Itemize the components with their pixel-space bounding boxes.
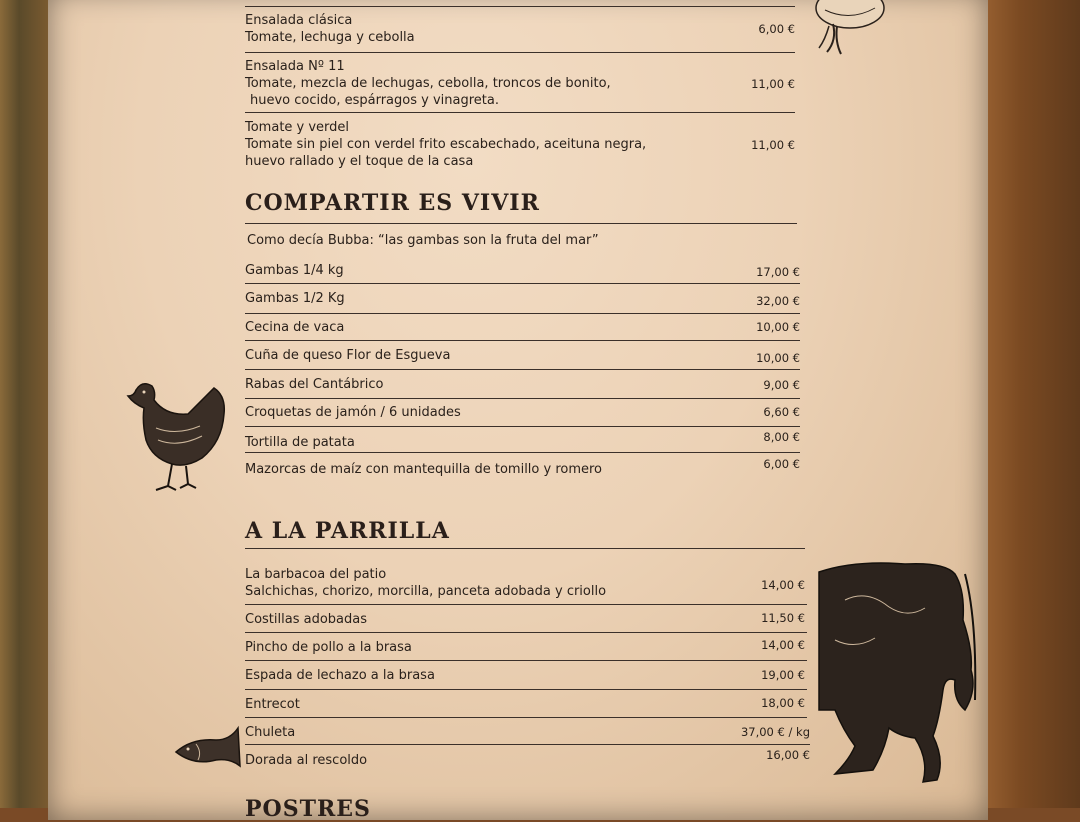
fish-icon (172, 722, 244, 774)
price: 32,00 € (756, 294, 800, 308)
price: 9,00 € (763, 378, 800, 392)
price: 11,50 € (761, 611, 805, 625)
divider (245, 744, 810, 745)
price: 8,00 € (763, 430, 800, 444)
price: 10,00 € (756, 351, 800, 365)
price: 18,00 € (761, 696, 805, 710)
price: 11,00 € (751, 77, 795, 91)
price: 17,00 € (756, 265, 800, 279)
price: 11,00 € (751, 138, 795, 152)
divider (245, 398, 800, 399)
menu-item-barbacoa: La barbacoa del patio Salchichas, chorizo, morcilla, panceta adobada y criollo (245, 567, 607, 599)
divider (245, 717, 807, 718)
price: 37,00 € / kg (740, 725, 810, 739)
menu-item: Rabas del Cantábrico (245, 377, 384, 392)
price: 16,00 € (766, 748, 810, 762)
menu-item-ensalada-clasica: Ensalada clásica Tomate, lechuga y cebolla (245, 13, 415, 45)
menu-item: Gambas 1/4 kg (245, 263, 344, 278)
divider (245, 283, 800, 284)
divider (245, 223, 797, 224)
price: 10,00 € (756, 320, 800, 334)
menu-item: Espada de lechazo a la brasa (245, 668, 435, 683)
menu-item: Costillas adobadas (245, 612, 367, 627)
divider (245, 6, 795, 7)
price: 6,00 € (763, 457, 800, 471)
menu-item: Tortilla de patata (245, 435, 355, 450)
section-title-postres: POSTRES (245, 796, 371, 822)
divider (245, 689, 807, 690)
menu-item: Entrecot (245, 697, 300, 712)
divider (245, 369, 800, 370)
section-note: Como decía Bubba: “las gambas son la fruta del mar” (247, 233, 599, 248)
section-title-compartir: COMPARTIR ES VIVIR (245, 190, 540, 216)
divider (245, 313, 800, 314)
menu-item: Pincho de pollo a la brasa (245, 640, 412, 655)
divider (245, 632, 807, 633)
menu-item-ensalada-11: Ensalada Nº 11 Tomate, mezcla de lechugas, cebolla, troncos de bonito, huevo cocido, espárragos y vinagreta. (245, 59, 611, 108)
divider (245, 340, 800, 341)
divider (245, 112, 795, 113)
divider (245, 604, 807, 605)
menu-item: Cuña de queso Flor de Esgueva (245, 348, 451, 363)
hen-icon (122, 378, 232, 496)
onion-icon (805, 0, 890, 58)
price: 6,00 € (758, 22, 795, 36)
divider (245, 660, 807, 661)
price: 6,60 € (763, 405, 800, 419)
divider (245, 548, 805, 549)
divider (245, 426, 800, 427)
menu-item-tomate-verdel: Tomate y verdel Tomate sin piel con verdel frito escabechado, aceituna negra, huevo rallado y el toque de la casa (245, 120, 647, 169)
menu-item: Mazorcas de maíz con mantequilla de tomillo y romero (245, 462, 603, 477)
menu-item: Chuleta (245, 725, 296, 740)
menu-item: Croquetas de jamón / 6 unidades (245, 405, 461, 420)
divider (245, 52, 795, 53)
divider (245, 452, 800, 453)
menu-item: Cecina de vaca (245, 320, 345, 335)
cow-icon (815, 560, 985, 785)
menu-item: Gambas 1/2 Kg (245, 291, 345, 306)
section-title-parrilla: A LA PARRILLA (245, 518, 450, 544)
price: 14,00 € (761, 638, 805, 652)
price: 19,00 € (761, 668, 805, 682)
menu-item: Dorada al rescoldo (245, 753, 368, 768)
price: 14,00 € (761, 578, 805, 592)
